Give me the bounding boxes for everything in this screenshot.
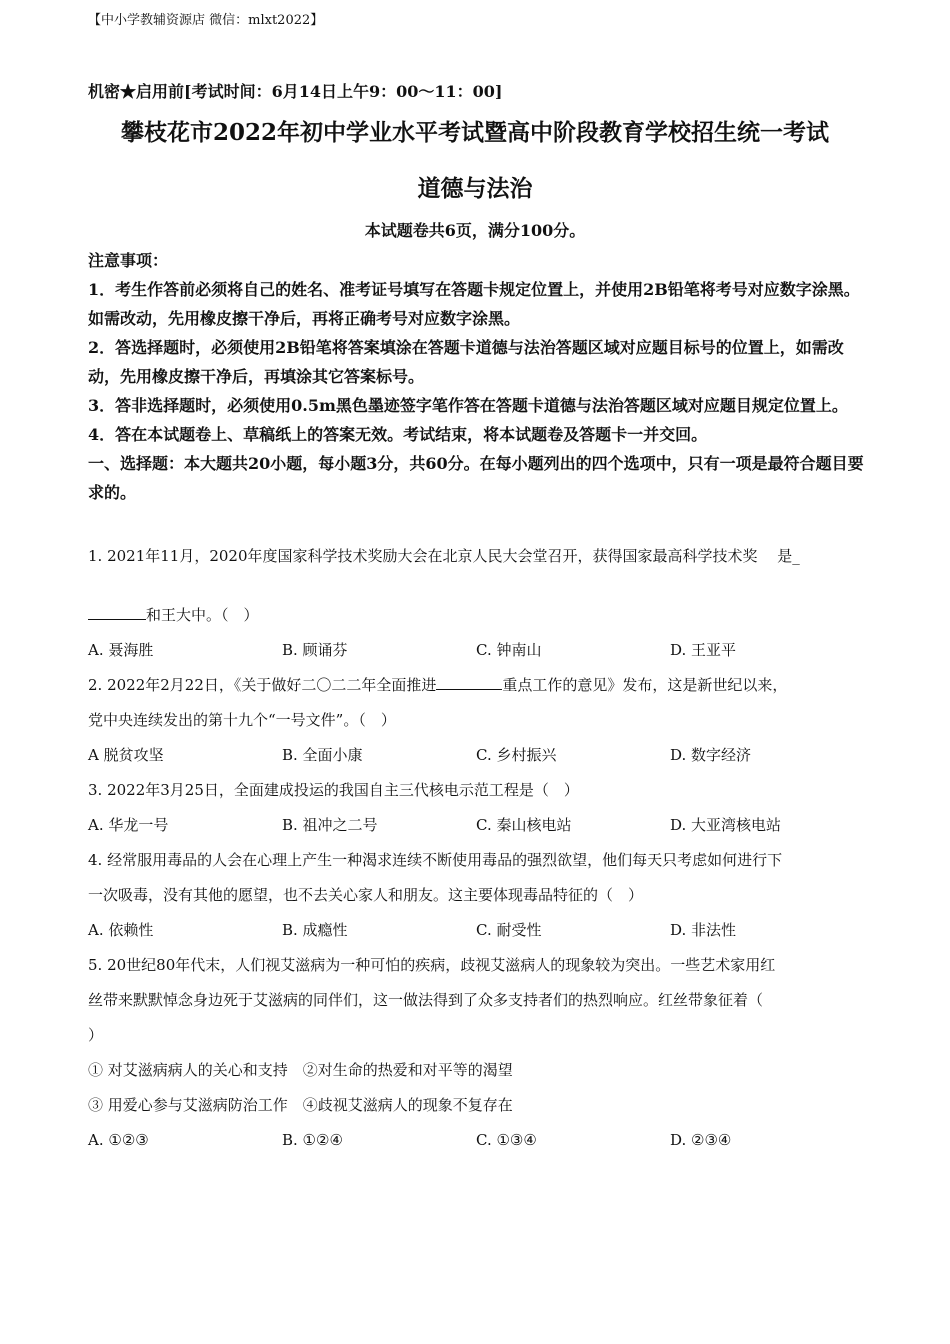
note-item: 3．答非选择题时，必须使用0.5m黑色墨迹签字笔作答在答题卡道德与法治答题区域对应题目规定位置上。 [88,396,848,415]
option-a: A. 依赖性 [88,921,154,939]
question-5 [88,948,878,1158]
question-stem: 5. 20世纪80年代末，人们视艾滋病为一种可怕的疾病，歧视艾滋病人的现象较为突出。一些艺术家用红 [88,956,776,974]
questions-section [88,539,878,1158]
question-1 [88,539,878,668]
question-stem [88,598,878,633]
option-row [88,633,878,668]
header-note: 【中小学教辅资源店 微信：mlxt2022】 [88,13,324,28]
option-b: B. 全面小康 [282,746,363,764]
option-a: A 脱贫攻坚 [88,746,164,764]
option-row [88,913,878,948]
option-d: D. 数字经济 [670,746,752,764]
paper-info: 本试题卷共6页，满分100分。 [364,221,586,240]
question-3 [88,773,878,843]
question-stem-text: 重点工作的意见》发布，这是新世纪以来， [502,676,788,694]
option-c: C. 钟南山 [476,641,542,659]
question-stem-text: 和王大中。（ ） [146,606,259,624]
option-d: D. 王亚平 [670,641,737,659]
option-row [88,738,878,773]
option-b: B. 祖冲之二号 [282,816,378,834]
note-item: 2．答选择题时，必须使用2B铅笔将答案填涂在答题卡道德与法治答题区域对应题目标号的位置上，如需改动，先用橡皮擦干净后，再填涂其它答案标号。 [88,338,844,386]
question-statement: ③ 用爱心参与艾滋病防治工作 ④歧视艾滋病人的现象不复存在 [88,1096,513,1114]
question-stem: 党中央连续发出的第十九个“一号文件”。（ ） [88,711,396,729]
option-a: A. ①②③ [88,1131,149,1149]
question-2 [88,668,878,773]
option-c: C. 乡村振兴 [476,746,557,764]
confidential-line: 机密★启用前[考试时间：6月14日上午9：00～11：00] [88,82,503,101]
option-c: C. 耐受性 [476,921,542,939]
question-4 [88,843,878,948]
option-d: D. 大亚湾核电站 [670,816,782,834]
option-c: C. 秦山核电站 [476,816,572,834]
subject-title: 道德与法治 [417,175,533,202]
question-stem: ） [88,1026,104,1044]
notes-section [88,246,868,507]
question-statement: ① 对艾滋病病人的关心和支持 ②对生命的热爱和对平等的渴望 [88,1061,513,1079]
option-d: D. 非法性 [670,921,737,939]
option-a: A. 华龙一号 [88,816,169,834]
question-stem: 丝带来默默悼念身边死于艾滋病的同伴们，这一做法得到了众多支持者们的热烈响应。红丝带象征着（ [88,991,764,1009]
option-b: B. 成瘾性 [282,921,348,939]
exam-title: 攀枝花市2022年初中学业水平考试暨高中阶段教育学校招生统一考试 [120,119,829,146]
answer-blank [436,675,502,690]
option-row [88,1123,878,1158]
question-stem-text: 2. 2022年2月22日，《关于做好二〇二二年全面推进 [88,676,437,694]
notes-heading: 注意事项： [88,251,169,270]
note-item: 1．考生作答前必须将自己的姓名、准考证号填写在答题卡规定位置上，并使用2B铅笔将考号对应数字涂黑。如需改动，先用橡皮擦干净后，再将正确考号对应数字涂黑。 [88,280,860,328]
option-b: B. 顾诵芬 [282,641,348,659]
section-heading: 一、选择题：本大题共20小题，每小题3分，共60分。在每小题列出的四个选项中，只有一项是最符合题目要求的。 [88,454,864,502]
option-a: A. 聂海胜 [88,641,154,659]
question-stem: 3. 2022年3月25日，全面建成投运的我国自主三代核电示范工程是（ ） [88,781,579,799]
question-stem: 4. 经常服用毒品的人会在心理上产生一种渴求连续不断使用毒品的强烈欲望，他们每天只考虑如何进行下 [88,851,783,869]
option-c: C. ①③④ [476,1131,537,1149]
option-d: D. ②③④ [670,1131,732,1149]
question-stem: 一次吸毒，没有其他的愿望，也不去关心家人和朋友。这主要体现毒品特征的（ ） [88,886,644,904]
option-b: B. ①②④ [282,1131,343,1149]
question-stem [88,668,878,703]
note-item: 4．答在本试题卷上、草稿纸上的答案无效。考试结束，将本试题卷及答题卡一并交回。 [88,425,708,444]
question-stem: 1. 2021年11月，2020年度国家科学技术奖励大会在北京人民大会堂召开，获得国家最高科学技术奖 是_ [88,547,800,565]
answer-blank [88,605,146,620]
option-row [88,808,878,843]
